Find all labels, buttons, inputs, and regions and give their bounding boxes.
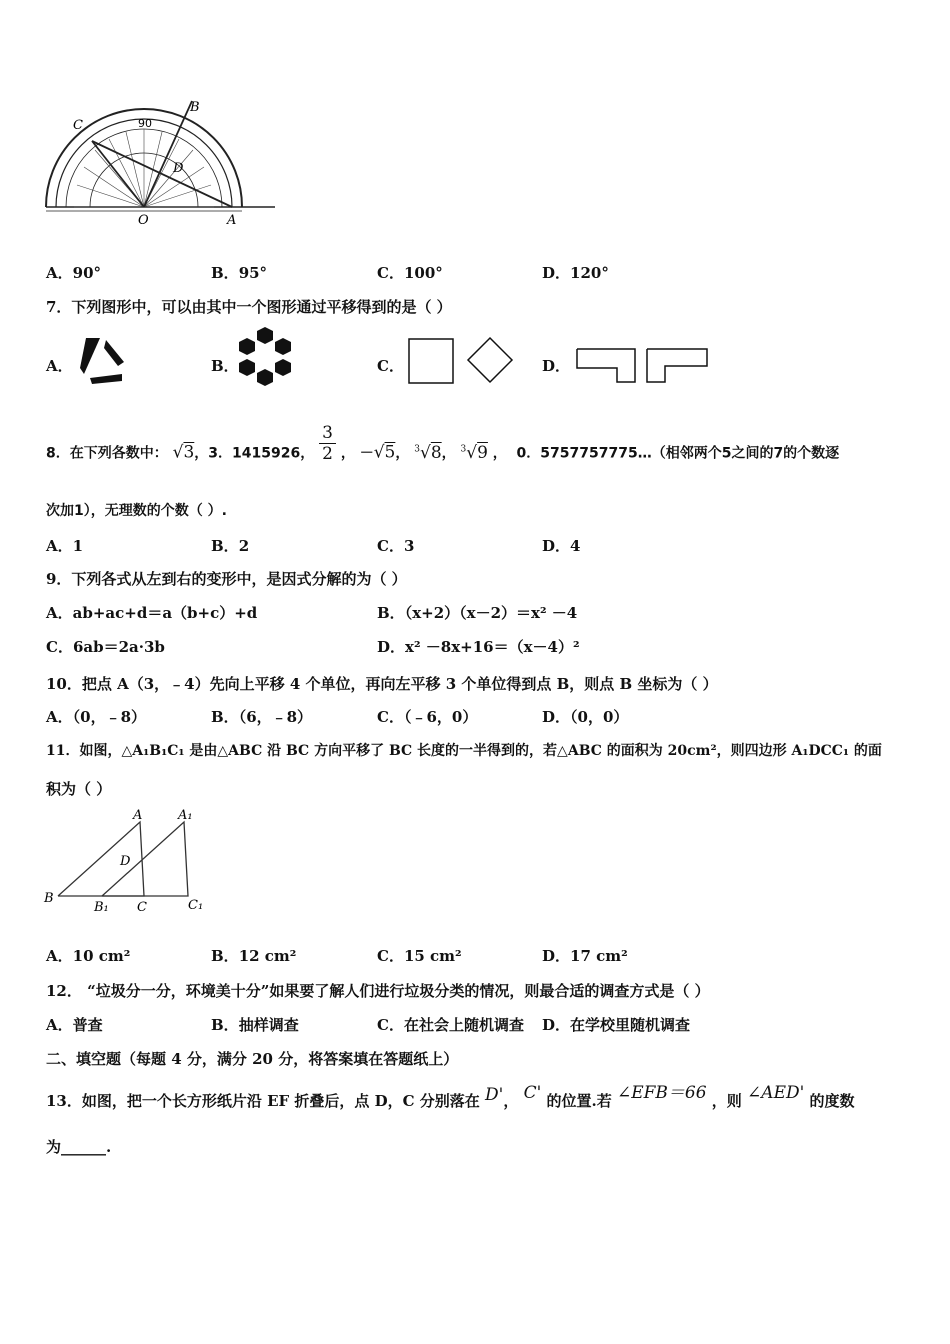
q7-stem: 7．下列图形中，可以由其中一个图形通过平移得到的是（ ）: [46, 298, 452, 316]
q12-stem: 12． “垃圾分一分，环境美十分”如果要了解人们进行垃圾分类的情况，则最合适的调查方式是（ ）: [46, 982, 710, 1000]
label-o: O: [138, 213, 149, 228]
q7-figure-d[interactable]: [575, 346, 715, 386]
sqrt-3: √3: [172, 442, 195, 463]
q8-stem-line2: 次加1），无理数的个数（ ）.: [46, 503, 227, 519]
q11-option-a[interactable]: A．10 cm²: [46, 947, 131, 965]
q8-option-d[interactable]: D．4: [542, 537, 581, 555]
q8-option-c[interactable]: C．3: [377, 537, 415, 555]
q12-option-d[interactable]: D．在学校里随机调查: [542, 1016, 691, 1034]
q13-stem: 13．如图，把一个长方形纸片沿 EF 折叠后，点 D，C 分别落在 D'， C' 的位置.若 ∠EFB＝66 ，则 ∠AED' 的度数: [46, 1083, 855, 1110]
q10-option-d[interactable]: D．（0，0）: [542, 708, 629, 726]
q9-option-d[interactable]: D．x² －8x+16＝（x－4）²: [377, 638, 580, 656]
label-c: C: [137, 900, 147, 915]
q8-stem: 8．在下列各数中： √3，3．1415926， $\frac{3}{2}$ ， －√5， $^3$√8， $^3$√9 ， 0．5757757775…（相邻两个5之间的7的个数逐: [46, 423, 840, 465]
q10-option-b[interactable]: B．（6，﹣8）: [211, 708, 313, 726]
protractor-figure: [40, 95, 280, 230]
label-d: D: [173, 161, 184, 176]
cbrt-9: $^3$√9: [460, 442, 488, 463]
q9-option-c[interactable]: C．6ab＝2a·3b: [46, 638, 165, 656]
section-heading-fill-in: 二、填空题（每题 4 分，满分 20 分，将答案填在答题纸上）: [46, 1050, 459, 1068]
q12-option-a[interactable]: A．普查: [46, 1016, 103, 1034]
q11-option-b[interactable]: B．12 cm²: [211, 947, 297, 965]
q6-option-a[interactable]: A．90°: [46, 264, 102, 282]
q12-option-c[interactable]: C．在社会上随机调查: [377, 1016, 524, 1034]
label-c1: C₁: [188, 898, 204, 913]
q6-option-d[interactable]: D．120°: [542, 264, 609, 282]
sqrt-5: √5: [373, 442, 396, 463]
q8-option-a[interactable]: A．1: [46, 537, 84, 555]
label-90: 90: [138, 117, 152, 130]
q7-figure-b[interactable]: [238, 326, 298, 386]
q11-option-c[interactable]: C．15 cm²: [377, 947, 462, 965]
q11-stem-line2: 积为（ ）: [46, 780, 112, 798]
label-a: A: [133, 808, 143, 823]
q7-option-b-letter[interactable]: B．: [211, 357, 239, 375]
q7-figure-a[interactable]: [78, 334, 128, 386]
q13-answer-blank[interactable]: 为______.: [46, 1138, 112, 1156]
q10-stem: 10．把点 A（3，﹣4）先向上平移 4 个单位，再向左平移 3 个单位得到点 B，则点 B 坐标为（ ）: [46, 675, 718, 693]
q6-option-b[interactable]: B．95°: [211, 264, 268, 282]
q7-option-d-letter[interactable]: D．: [542, 357, 571, 375]
q7-option-a-letter[interactable]: A．: [46, 357, 73, 375]
q10-option-a[interactable]: A．（0，﹣8）: [46, 708, 147, 726]
q9-stem: 9．下列各式从左到右的变形中，是因式分解的为（ ）: [46, 570, 407, 588]
triangle-translation-figure: [42, 804, 212, 916]
label-b: B: [190, 100, 200, 115]
label-b1: B₁: [94, 900, 109, 915]
q11-stem: 11．如图，△A₁B₁C₁ 是由△ABC 沿 BC 方向平移了 BC 长度的一半得到的，若△ABC 的面积为 20cm²，则四边形 A₁DCC₁ 的面: [46, 743, 882, 759]
label-a: A: [227, 213, 237, 228]
q7-figure-c[interactable]: [406, 336, 516, 386]
q8-option-b[interactable]: B．2: [211, 537, 250, 555]
q11-option-d[interactable]: D．17 cm²: [542, 947, 628, 965]
label-b: B: [44, 891, 54, 906]
q12-option-b[interactable]: B．抽样调查: [211, 1016, 299, 1034]
q9-option-b[interactable]: B．（x+2）（x－2）＝x² －4: [377, 604, 578, 622]
label-c: C: [73, 118, 83, 133]
cbrt-8: $^3$√8: [414, 442, 442, 463]
q10-option-c[interactable]: C．（﹣6，0）: [377, 708, 478, 726]
q7-option-c-letter[interactable]: C．: [377, 357, 404, 375]
q9-option-a[interactable]: A．ab+ac+d＝a（b+c）+d: [46, 604, 258, 622]
q6-option-c[interactable]: C．100°: [377, 264, 443, 282]
fraction-3-2: $\frac{3}{2}$: [319, 423, 336, 464]
label-a1: A₁: [178, 808, 193, 823]
label-d: D: [120, 854, 131, 869]
